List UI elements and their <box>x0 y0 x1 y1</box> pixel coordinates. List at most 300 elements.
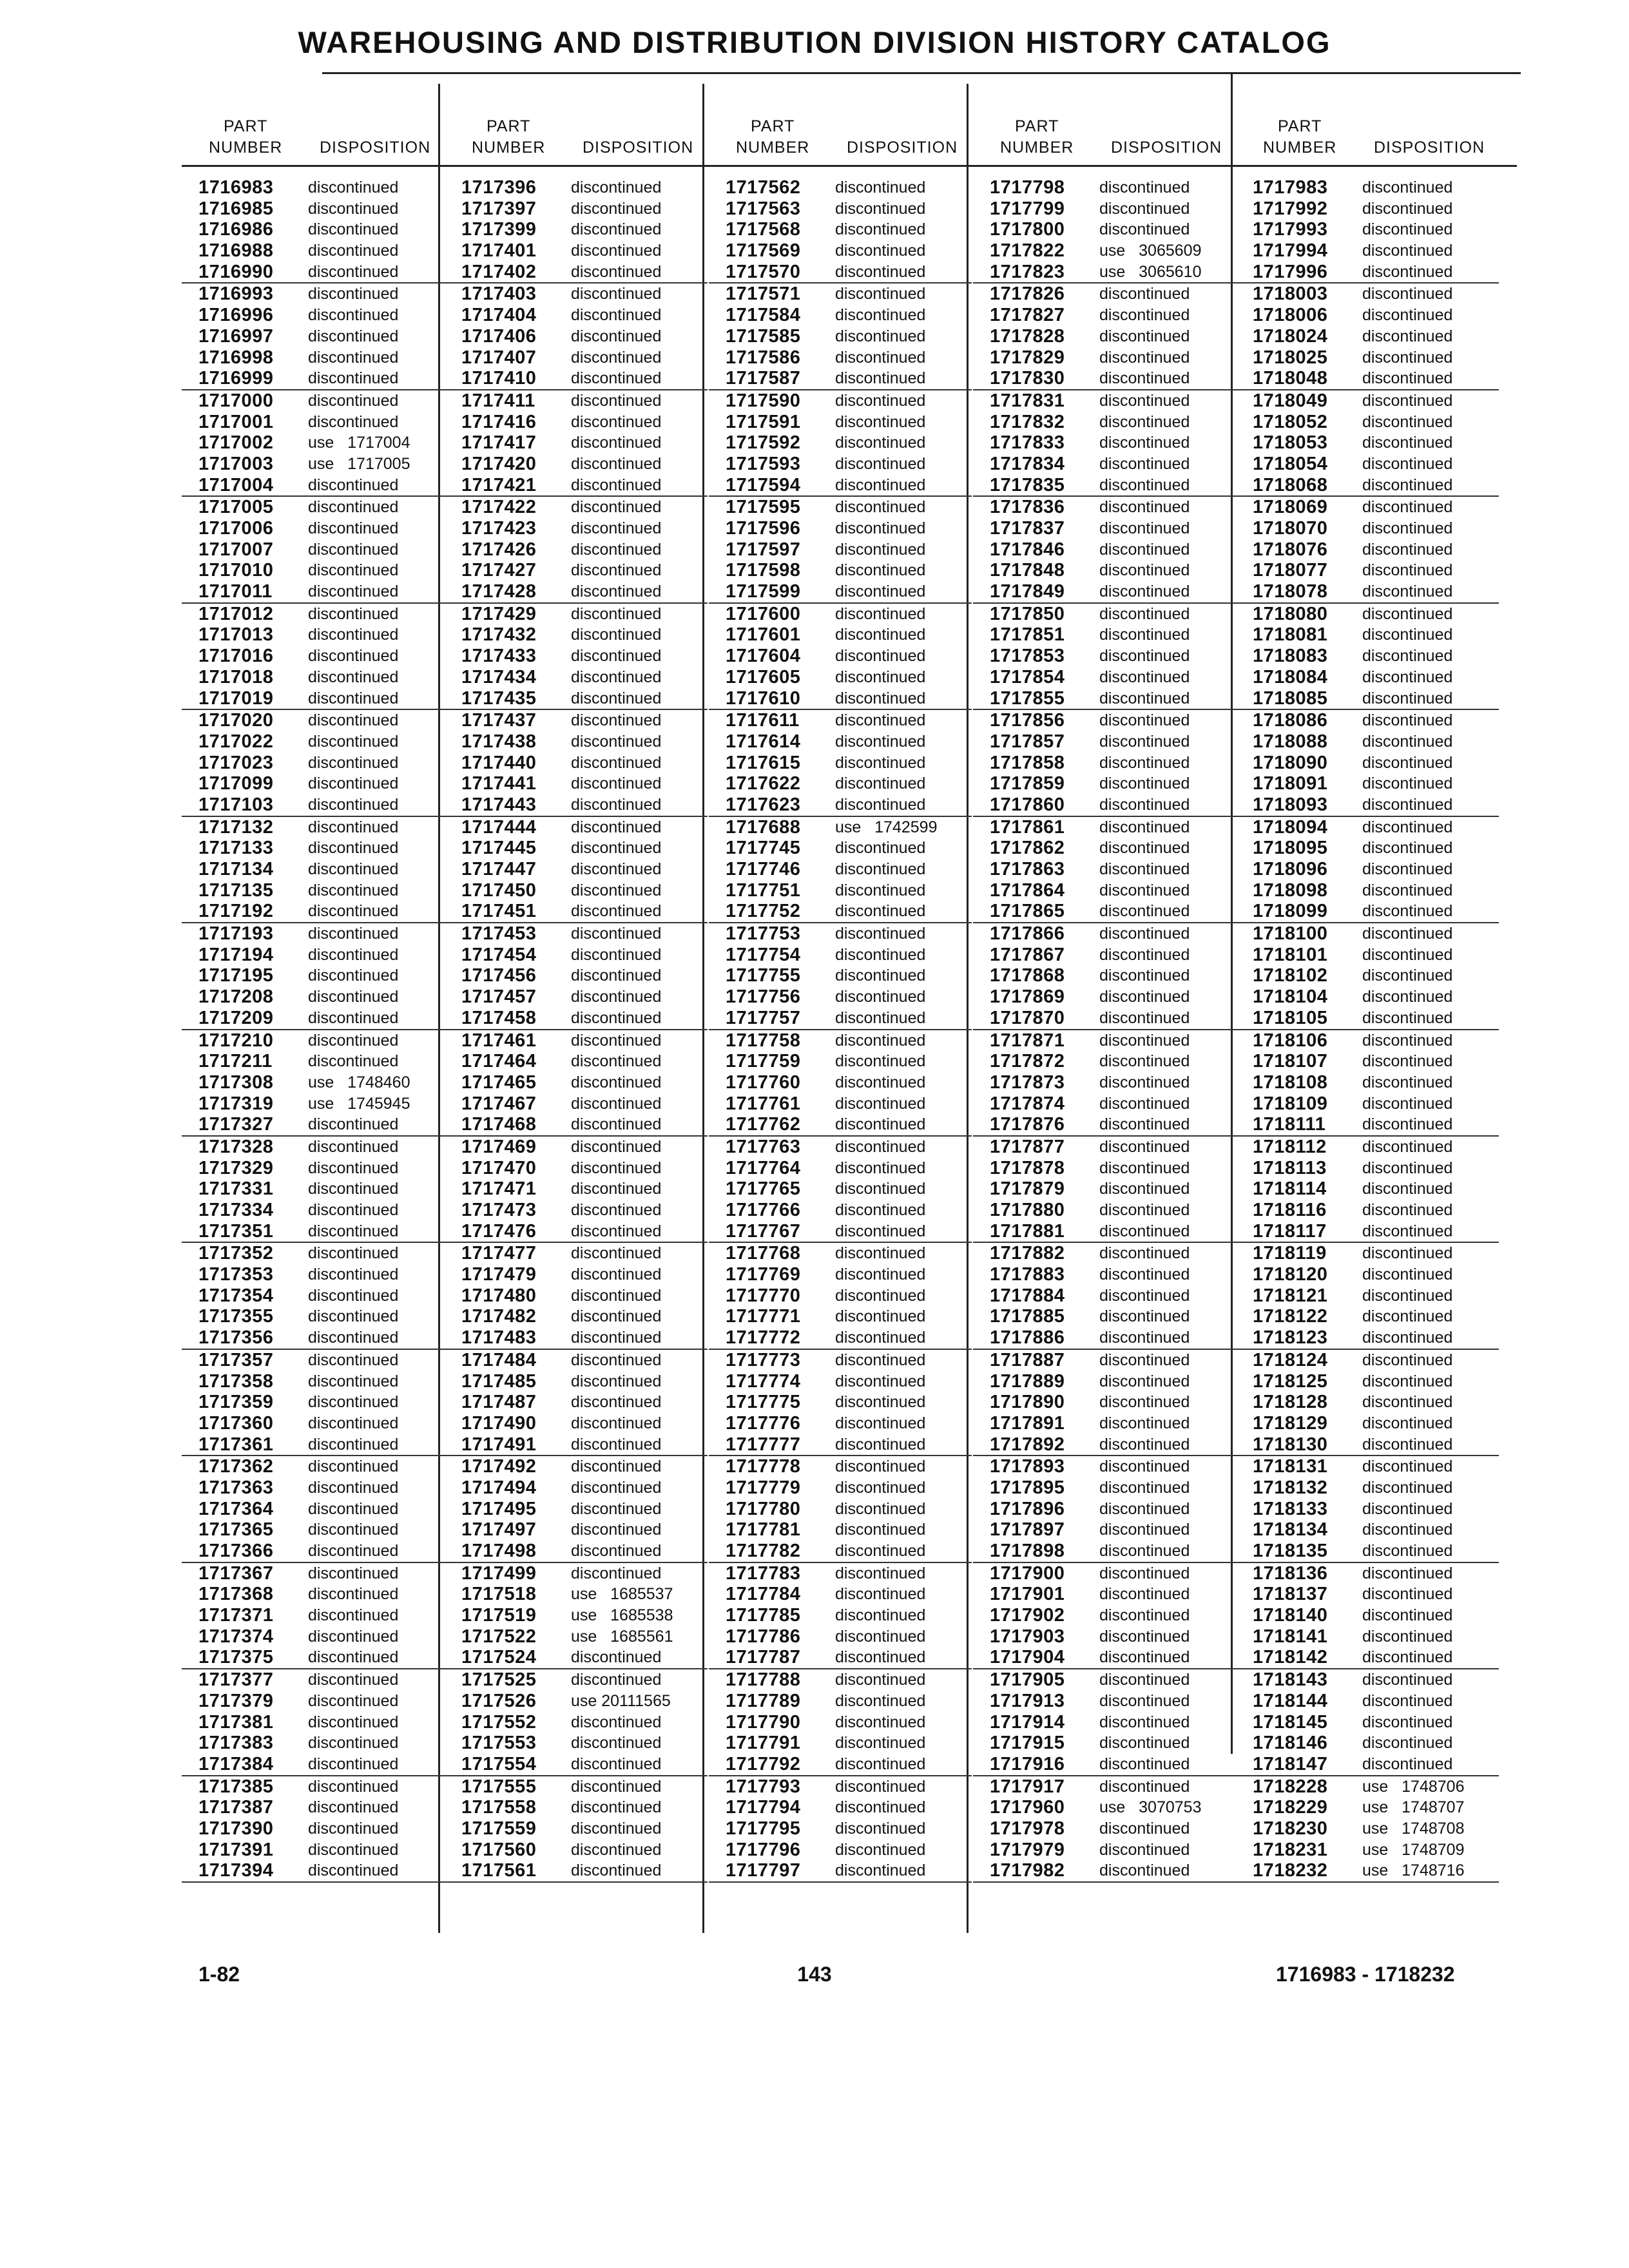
disposition: discontinued <box>571 242 662 260</box>
part-number: 1717193 <box>198 923 274 945</box>
disposition: discontinued <box>835 1521 926 1539</box>
part-number: 1717766 <box>726 1200 801 1220</box>
part-number: 1717356 <box>198 1327 274 1349</box>
disposition: discontinued <box>571 1115 662 1134</box>
disposition: discontinued <box>308 988 399 1006</box>
disposition: use 1748708 <box>1362 1819 1465 1838</box>
part-number-header <box>1263 116 1336 159</box>
table-row <box>1236 1605 1499 1626</box>
table-row <box>709 604 972 625</box>
part-number: 1717383 <box>198 1733 274 1754</box>
part-number: 1717308 <box>198 1072 274 1093</box>
disposition: discontinued <box>1362 391 1453 410</box>
disposition: use 1742599 <box>835 818 938 836</box>
table-row <box>709 1584 972 1605</box>
part-number: 1717362 <box>198 1456 274 1477</box>
table-row <box>445 1754 708 1776</box>
disposition: discontinued <box>835 540 926 559</box>
disposition: discontinued <box>1362 348 1453 367</box>
table-row <box>709 817 972 838</box>
part-number: 1717443 <box>461 794 537 815</box>
part-number: 1717786 <box>726 1626 801 1647</box>
part-number: 1717480 <box>461 1285 537 1306</box>
part-number: 1717391 <box>198 1839 274 1860</box>
disposition: discontinued <box>1099 1222 1190 1240</box>
table-row <box>182 219 445 240</box>
part-number: 1717849 <box>990 581 1065 602</box>
part-number: 1718131 <box>1253 1456 1328 1477</box>
part-number: 1717371 <box>198 1605 274 1626</box>
disposition: discontinued <box>1099 412 1190 431</box>
table-row <box>182 432 445 454</box>
table-row <box>445 624 708 646</box>
disposition: discontinued <box>308 412 399 431</box>
disposition: discontinued <box>308 1350 399 1369</box>
disposition: discontinued <box>1099 1265 1190 1284</box>
disposition: discontinued <box>835 1585 926 1604</box>
part-number: 1718003 <box>1253 284 1328 305</box>
part-number: 1718143 <box>1253 1669 1328 1691</box>
table-row <box>973 1797 1236 1818</box>
disposition: discontinued <box>308 1393 399 1412</box>
disposition: discontinued <box>1362 1052 1453 1071</box>
table-row <box>709 1413 972 1434</box>
table-row <box>973 859 1236 880</box>
disposition: discontinued <box>835 626 926 644</box>
table-row <box>1236 817 1499 838</box>
part-number: 1717746 <box>726 859 801 879</box>
part-number: 1717456 <box>461 965 537 986</box>
table-row <box>709 965 972 986</box>
number-label: NUMBER <box>1263 139 1337 157</box>
part-number: 1717865 <box>990 901 1065 922</box>
table-row <box>445 1114 708 1137</box>
part-number: 1718006 <box>1253 305 1328 326</box>
part-number: 1717837 <box>990 518 1065 539</box>
disposition: discontinued <box>571 689 662 707</box>
table-row <box>445 326 708 347</box>
part-number: 1717552 <box>461 1711 537 1733</box>
disposition: discontinued <box>1099 285 1190 303</box>
part-number: 1718122 <box>1253 1306 1328 1327</box>
table-row <box>1236 1434 1499 1457</box>
table-row <box>182 945 445 966</box>
table-row <box>445 560 708 581</box>
disposition: discontinued <box>1099 1499 1190 1518</box>
table-row <box>182 1137 445 1158</box>
table-row <box>445 1350 708 1371</box>
table-row <box>182 1392 445 1413</box>
disposition-header: DISPOSITION <box>583 139 694 157</box>
table-row <box>709 794 972 817</box>
part-number: 1717404 <box>461 305 537 326</box>
disposition: discontinued <box>571 1137 662 1156</box>
table-row <box>709 1243 972 1264</box>
part-number: 1717195 <box>198 965 274 986</box>
part-number: 1717795 <box>726 1818 801 1839</box>
part-number: 1717785 <box>726 1605 801 1626</box>
table-row <box>973 1200 1236 1221</box>
disposition: discontinued <box>1362 1307 1453 1326</box>
disposition: discontinued <box>1362 860 1453 878</box>
disposition: discontinued <box>1099 753 1190 772</box>
disposition: discontinued <box>571 1052 662 1071</box>
table-row <box>182 817 445 838</box>
disposition: discontinued <box>308 732 399 751</box>
disposition: discontinued <box>308 1542 399 1560</box>
part-number: 1717103 <box>198 794 274 815</box>
part-number: 1717444 <box>461 816 537 838</box>
table-row <box>1236 240 1499 262</box>
part-number: 1718102 <box>1253 965 1328 986</box>
table-row <box>973 773 1236 794</box>
disposition: discontinued <box>1099 476 1190 494</box>
part-number: 1717464 <box>461 1051 537 1072</box>
disposition: discontinued <box>1099 178 1190 197</box>
table-row <box>182 1818 445 1840</box>
disposition: discontinued <box>835 1648 926 1667</box>
disposition: discontinued <box>308 369 399 388</box>
disposition: discontinued <box>1362 1115 1453 1134</box>
part-number: 1717890 <box>990 1392 1065 1413</box>
disposition: discontinued <box>308 966 399 985</box>
part-label: PART <box>1277 117 1322 135</box>
table-row <box>709 475 972 497</box>
disposition: discontinued <box>1099 1180 1190 1198</box>
part-number: 1717982 <box>990 1860 1065 1881</box>
disposition: discontinued <box>1362 498 1453 517</box>
table-row <box>709 1030 972 1052</box>
part-number: 1718054 <box>1253 453 1328 474</box>
part-number: 1717374 <box>198 1626 274 1647</box>
table-row <box>973 219 1236 240</box>
disposition: use 1685538 <box>571 1606 673 1625</box>
part-number: 1717853 <box>990 646 1065 667</box>
table-row <box>182 1285 445 1307</box>
disposition: discontinued <box>571 306 662 325</box>
part-number: 1717777 <box>726 1434 801 1455</box>
part-number: 1718145 <box>1253 1711 1328 1733</box>
disposition: discontinued <box>1099 1734 1190 1753</box>
table-row <box>445 432 708 454</box>
disposition: discontinued <box>308 1734 399 1753</box>
disposition: discontinued <box>1362 1180 1453 1198</box>
disposition: discontinued <box>571 1840 662 1859</box>
table-row <box>973 1519 1236 1541</box>
table-row <box>973 604 1236 625</box>
part-number-header <box>209 116 282 159</box>
table-row <box>445 1818 708 1840</box>
part-number: 1718113 <box>1253 1157 1327 1178</box>
table-row <box>1236 262 1499 284</box>
table-row <box>182 262 445 284</box>
disposition: discontinued <box>1099 348 1190 367</box>
disposition: discontinued <box>835 839 926 858</box>
part-number: 1717471 <box>461 1178 537 1200</box>
table-row <box>709 497 972 518</box>
part-number: 1717879 <box>990 1178 1065 1200</box>
disposition: discontinued <box>571 1244 662 1263</box>
disposition: discontinued <box>308 925 399 943</box>
disposition: discontinued <box>308 1777 399 1796</box>
part-number: 1718112 <box>1253 1136 1327 1157</box>
part-number: 1717885 <box>990 1306 1065 1327</box>
part-number: 1717490 <box>461 1412 537 1434</box>
disposition: discontinued <box>571 1542 662 1560</box>
disposition: discontinued <box>308 1137 399 1156</box>
table-row <box>1236 1051 1499 1072</box>
table-row <box>973 646 1236 667</box>
part-number: 1717916 <box>990 1753 1065 1774</box>
table-row <box>182 1519 445 1541</box>
part-number: 1718088 <box>1253 731 1328 752</box>
disposition: discontinued <box>308 1521 399 1539</box>
disposition: discontinued <box>571 369 662 388</box>
part-number: 1717569 <box>726 240 801 262</box>
table-row <box>1236 1008 1499 1030</box>
table-row <box>1236 986 1499 1008</box>
part-number: 1717604 <box>726 646 801 667</box>
part-number: 1717751 <box>726 879 801 901</box>
disposition: discontinued <box>1362 1564 1453 1582</box>
table-row <box>182 368 445 390</box>
disposition: discontinued <box>308 1031 399 1050</box>
part-number: 1717470 <box>461 1157 537 1178</box>
part-number: 1717445 <box>461 838 537 859</box>
table-row <box>1236 1797 1499 1818</box>
table-row <box>973 1541 1236 1563</box>
table-row <box>1236 1519 1499 1541</box>
disposition: discontinued <box>835 1414 926 1432</box>
part-number: 1717752 <box>726 901 801 922</box>
part-number: 1717001 <box>198 411 274 432</box>
disposition: discontinued <box>1099 732 1190 751</box>
table-row <box>182 198 445 220</box>
part-number: 1717776 <box>726 1412 801 1434</box>
table-row <box>709 1158 972 1179</box>
part-number: 1717854 <box>990 666 1065 687</box>
table-row <box>1236 1072 1499 1093</box>
disposition: discontinued <box>1362 1372 1453 1390</box>
disposition: discontinued <box>308 945 399 964</box>
disposition: discontinued <box>571 1393 662 1412</box>
part-number: 1717848 <box>990 560 1065 581</box>
disposition: discontinued <box>1362 1137 1453 1156</box>
table-row <box>445 1371 708 1392</box>
part-number: 1717559 <box>461 1818 537 1839</box>
disposition: discontinued <box>308 391 399 410</box>
table-row <box>709 1221 972 1244</box>
page-title: WAREHOUSING AND DISTRIBUTION DIVISION HISTORY CATALOG <box>298 25 1331 59</box>
disposition: discontinued <box>308 1222 399 1240</box>
table-row <box>973 412 1236 433</box>
table-row <box>445 198 708 220</box>
table-row <box>709 1669 972 1691</box>
part-number: 1717883 <box>990 1264 1065 1285</box>
part-number: 1717855 <box>990 687 1065 709</box>
part-number: 1717896 <box>990 1498 1065 1519</box>
disposition: discontinued <box>1099 1286 1190 1305</box>
table-row <box>445 1434 708 1457</box>
disposition: discontinued <box>571 774 662 793</box>
disposition: discontinued <box>571 732 662 751</box>
part-number: 1718229 <box>1253 1797 1328 1818</box>
part-number: 1716988 <box>198 240 274 262</box>
table-row <box>182 1327 445 1350</box>
table-row <box>973 1350 1236 1371</box>
disposition: discontinued <box>308 1606 399 1625</box>
table-row <box>182 539 445 561</box>
table-row <box>182 177 445 198</box>
table-row <box>1236 688 1499 711</box>
disposition: discontinued <box>571 285 662 303</box>
part-number: 1718083 <box>1253 646 1328 667</box>
table-row <box>445 667 708 688</box>
part-number: 1717525 <box>461 1669 537 1691</box>
number-label: NUMBER <box>1000 139 1074 157</box>
table-row <box>709 1072 972 1093</box>
part-number: 1717793 <box>726 1776 801 1797</box>
part-number: 1717872 <box>990 1051 1065 1072</box>
part-number: 1717773 <box>726 1349 801 1370</box>
disposition: discontinued <box>1099 1372 1190 1390</box>
table-row <box>709 1137 972 1158</box>
part-number: 1717003 <box>198 453 274 474</box>
disposition: discontinued <box>835 498 926 517</box>
table-row <box>709 432 972 454</box>
table-row <box>445 284 708 305</box>
disposition: discontinued <box>1099 327 1190 345</box>
disposition: discontinued <box>1362 540 1453 559</box>
part-number: 1717759 <box>726 1051 801 1072</box>
table-row <box>973 475 1236 497</box>
part-number-header <box>1000 116 1074 159</box>
disposition: discontinued <box>835 1499 926 1518</box>
part-number: 1717519 <box>461 1605 537 1626</box>
table-row <box>445 1477 708 1499</box>
part-number: 1717895 <box>990 1477 1065 1498</box>
disposition: discontinued <box>1362 1286 1453 1305</box>
part-number: 1717778 <box>726 1456 801 1477</box>
table-row <box>1236 753 1499 774</box>
disposition: discontinued <box>571 902 662 921</box>
part-number: 1717850 <box>990 603 1065 624</box>
disposition: discontinued <box>571 1819 662 1838</box>
disposition: discontinued <box>308 647 399 666</box>
table-row <box>445 1243 708 1264</box>
part-number: 1717622 <box>726 773 801 794</box>
part-number: 1717873 <box>990 1072 1065 1093</box>
part-number: 1717587 <box>726 368 801 389</box>
disposition: discontinued <box>571 604 662 623</box>
part-number: 1718094 <box>1253 816 1328 838</box>
part-number: 1717410 <box>461 368 537 389</box>
part-number: 1717792 <box>726 1753 801 1774</box>
disposition: discontinued <box>835 561 926 580</box>
table-row <box>1236 1541 1499 1563</box>
table-row <box>709 454 972 475</box>
disposition: discontinued <box>1362 1691 1453 1710</box>
part-number: 1718077 <box>1253 560 1328 581</box>
table-row <box>182 859 445 880</box>
disposition: discontinued <box>1362 327 1453 345</box>
table-row <box>709 1499 972 1520</box>
table-row <box>182 1584 445 1605</box>
part-number: 1717555 <box>461 1776 537 1797</box>
table-row <box>182 1860 445 1883</box>
table-row <box>709 901 972 923</box>
part-number: 1718123 <box>1253 1327 1328 1349</box>
table-row <box>709 773 972 794</box>
table-row <box>709 1051 972 1072</box>
part-number: 1717364 <box>198 1498 274 1519</box>
disposition: discontinued <box>835 795 926 814</box>
column-rows <box>973 177 1236 1883</box>
part-number: 1717761 <box>726 1093 801 1114</box>
part-number: 1717016 <box>198 646 274 667</box>
part-number: 1718108 <box>1253 1072 1328 1093</box>
part-number: 1717457 <box>461 986 537 1008</box>
disposition: discontinued <box>835 860 926 878</box>
disposition: discontinued <box>308 262 399 281</box>
disposition: discontinued <box>1362 1435 1453 1454</box>
table-row <box>445 1797 708 1818</box>
table-row <box>973 1072 1236 1093</box>
disposition: discontinued <box>571 199 662 218</box>
disposition: discontinued <box>835 604 926 623</box>
disposition: discontinued <box>835 1478 926 1497</box>
table-row <box>709 1519 972 1541</box>
disposition: discontinued <box>571 391 662 410</box>
disposition: use 20111565 <box>571 1691 671 1710</box>
part-number: 1718053 <box>1253 432 1328 454</box>
disposition: discontinued <box>1099 881 1190 899</box>
part-number: 1717558 <box>461 1797 537 1818</box>
table-row <box>445 1137 708 1158</box>
table-row <box>182 773 445 794</box>
part-number: 1718231 <box>1253 1839 1328 1860</box>
part-number: 1717763 <box>726 1136 801 1157</box>
disposition: discontinued <box>571 327 662 345</box>
disposition: discontinued <box>835 1094 926 1113</box>
table-row <box>445 1626 708 1648</box>
disposition: discontinued <box>571 1734 662 1753</box>
disposition: use 1748707 <box>1362 1798 1465 1817</box>
table-row <box>1236 1243 1499 1264</box>
part-number: 1717796 <box>726 1839 801 1860</box>
part-number: 1717800 <box>990 219 1065 240</box>
disposition: discontinued <box>835 1201 926 1219</box>
part-number: 1717368 <box>198 1584 274 1605</box>
table-row <box>445 305 708 326</box>
part-number: 1717828 <box>990 325 1065 347</box>
part-number: 1718130 <box>1253 1434 1328 1455</box>
table-row <box>973 965 1236 986</box>
disposition: discontinued <box>308 476 399 494</box>
table-row <box>973 1584 1236 1605</box>
table-row <box>182 667 445 688</box>
disposition: discontinued <box>835 1840 926 1859</box>
table-row <box>445 1691 708 1712</box>
part-number: 1717329 <box>198 1157 274 1178</box>
part-number: 1718090 <box>1253 752 1328 773</box>
table-row <box>445 945 708 966</box>
disposition: discontinued <box>1099 604 1190 623</box>
disposition: discontinued <box>835 945 926 964</box>
disposition: discontinued <box>571 1222 662 1240</box>
disposition: discontinued <box>1099 1008 1190 1027</box>
part-number: 1718119 <box>1253 1243 1327 1264</box>
